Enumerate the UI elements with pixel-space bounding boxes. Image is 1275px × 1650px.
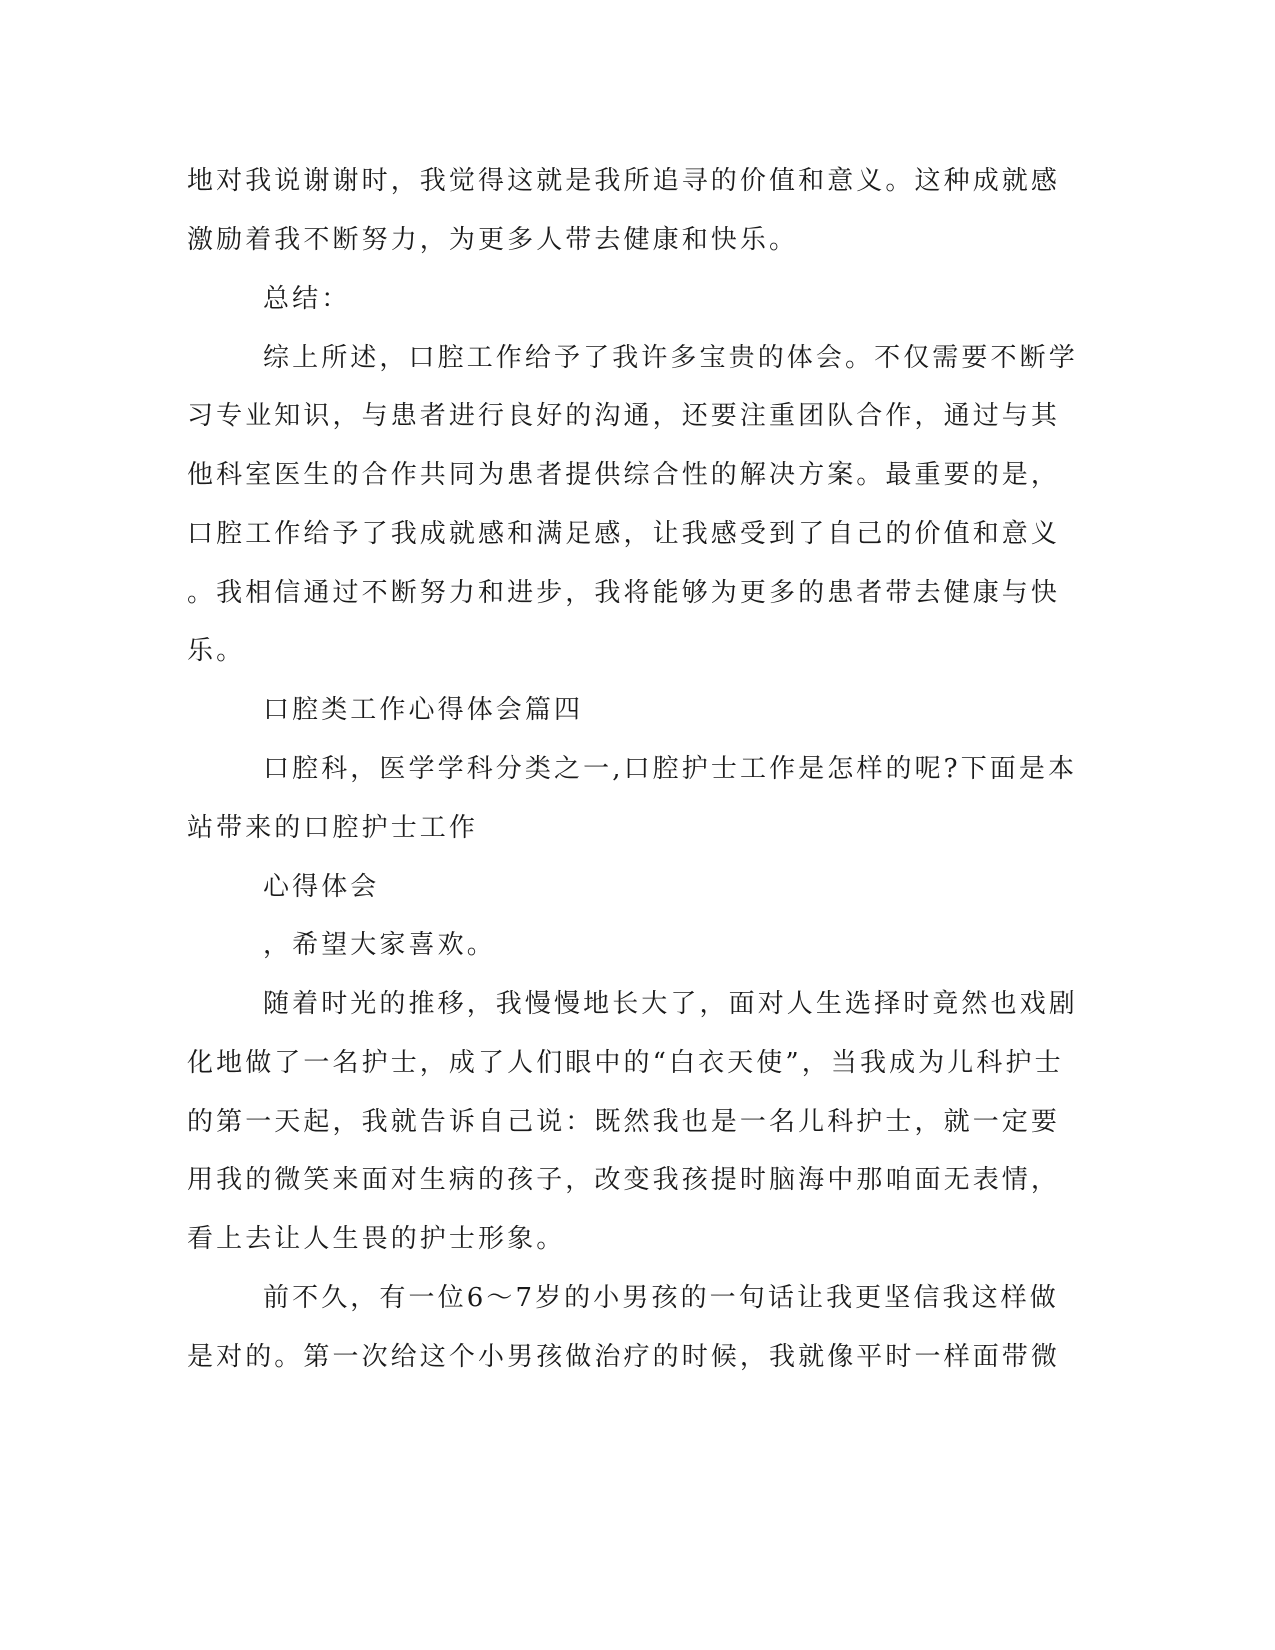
text-line: 综上所述，口腔工作给予了我许多宝贵的体会。不仅需要不断学	[263, 343, 1078, 373]
text-line: 看上去让人生畏的护士形象。	[187, 1224, 566, 1254]
text-line: 激励着我不断努力，为更多人带去健康和快乐。	[187, 225, 799, 255]
text-line: 乐。	[187, 636, 246, 666]
text-line: 习专业知识，与患者进行良好的沟通，还要注重团队合作，通过与其	[187, 401, 1061, 431]
article-title: 口腔类工作心得体会篇四	[263, 695, 584, 725]
text-line: 化地做了一名护士，成了人们眼中的“白衣天使”，当我成为儿科护士	[187, 1048, 1064, 1078]
text-line: 是对的。第一次给这个小男孩做治疗的时候，我就像平时一样面带微	[187, 1342, 1061, 1372]
section-heading: 总结：	[263, 284, 351, 314]
text-line: 站带来的口腔护士工作	[187, 813, 479, 843]
text-line: 前不久，有一位6～7岁的小男孩的一句话让我更坚信我这样做	[263, 1283, 1059, 1313]
text-line: 随着时光的推移，我慢慢地长大了，面对人生选择时竟然也戏剧	[263, 989, 1078, 1019]
text-line: 。我相信通过不断努力和进步，我将能够为更多的患者带去健康与快	[187, 578, 1061, 608]
text-line: 心得体会	[263, 872, 380, 902]
text-line: 用我的微笑来面对生病的孩子，改变我孩提时脑海中那咱面无表情，	[187, 1165, 1061, 1195]
text-line: ，希望大家喜欢。	[263, 930, 496, 960]
text-line: 口腔工作给予了我成就感和满足感，让我感受到了自己的价值和意义	[187, 519, 1061, 549]
text-line: 地对我说谢谢时，我觉得这就是我所追寻的价值和意义。这种成就感	[187, 166, 1061, 196]
text-line: 他科室医生的合作共同为患者提供综合性的解决方案。最重要的是，	[187, 460, 1061, 490]
text-line: 口腔科，医学学科分类之一,口腔护士工作是怎样的呢?下面是本	[263, 754, 1078, 784]
text-line: 的第一天起，我就告诉自己说：既然我也是一名儿科护士，就一定要	[187, 1107, 1061, 1137]
